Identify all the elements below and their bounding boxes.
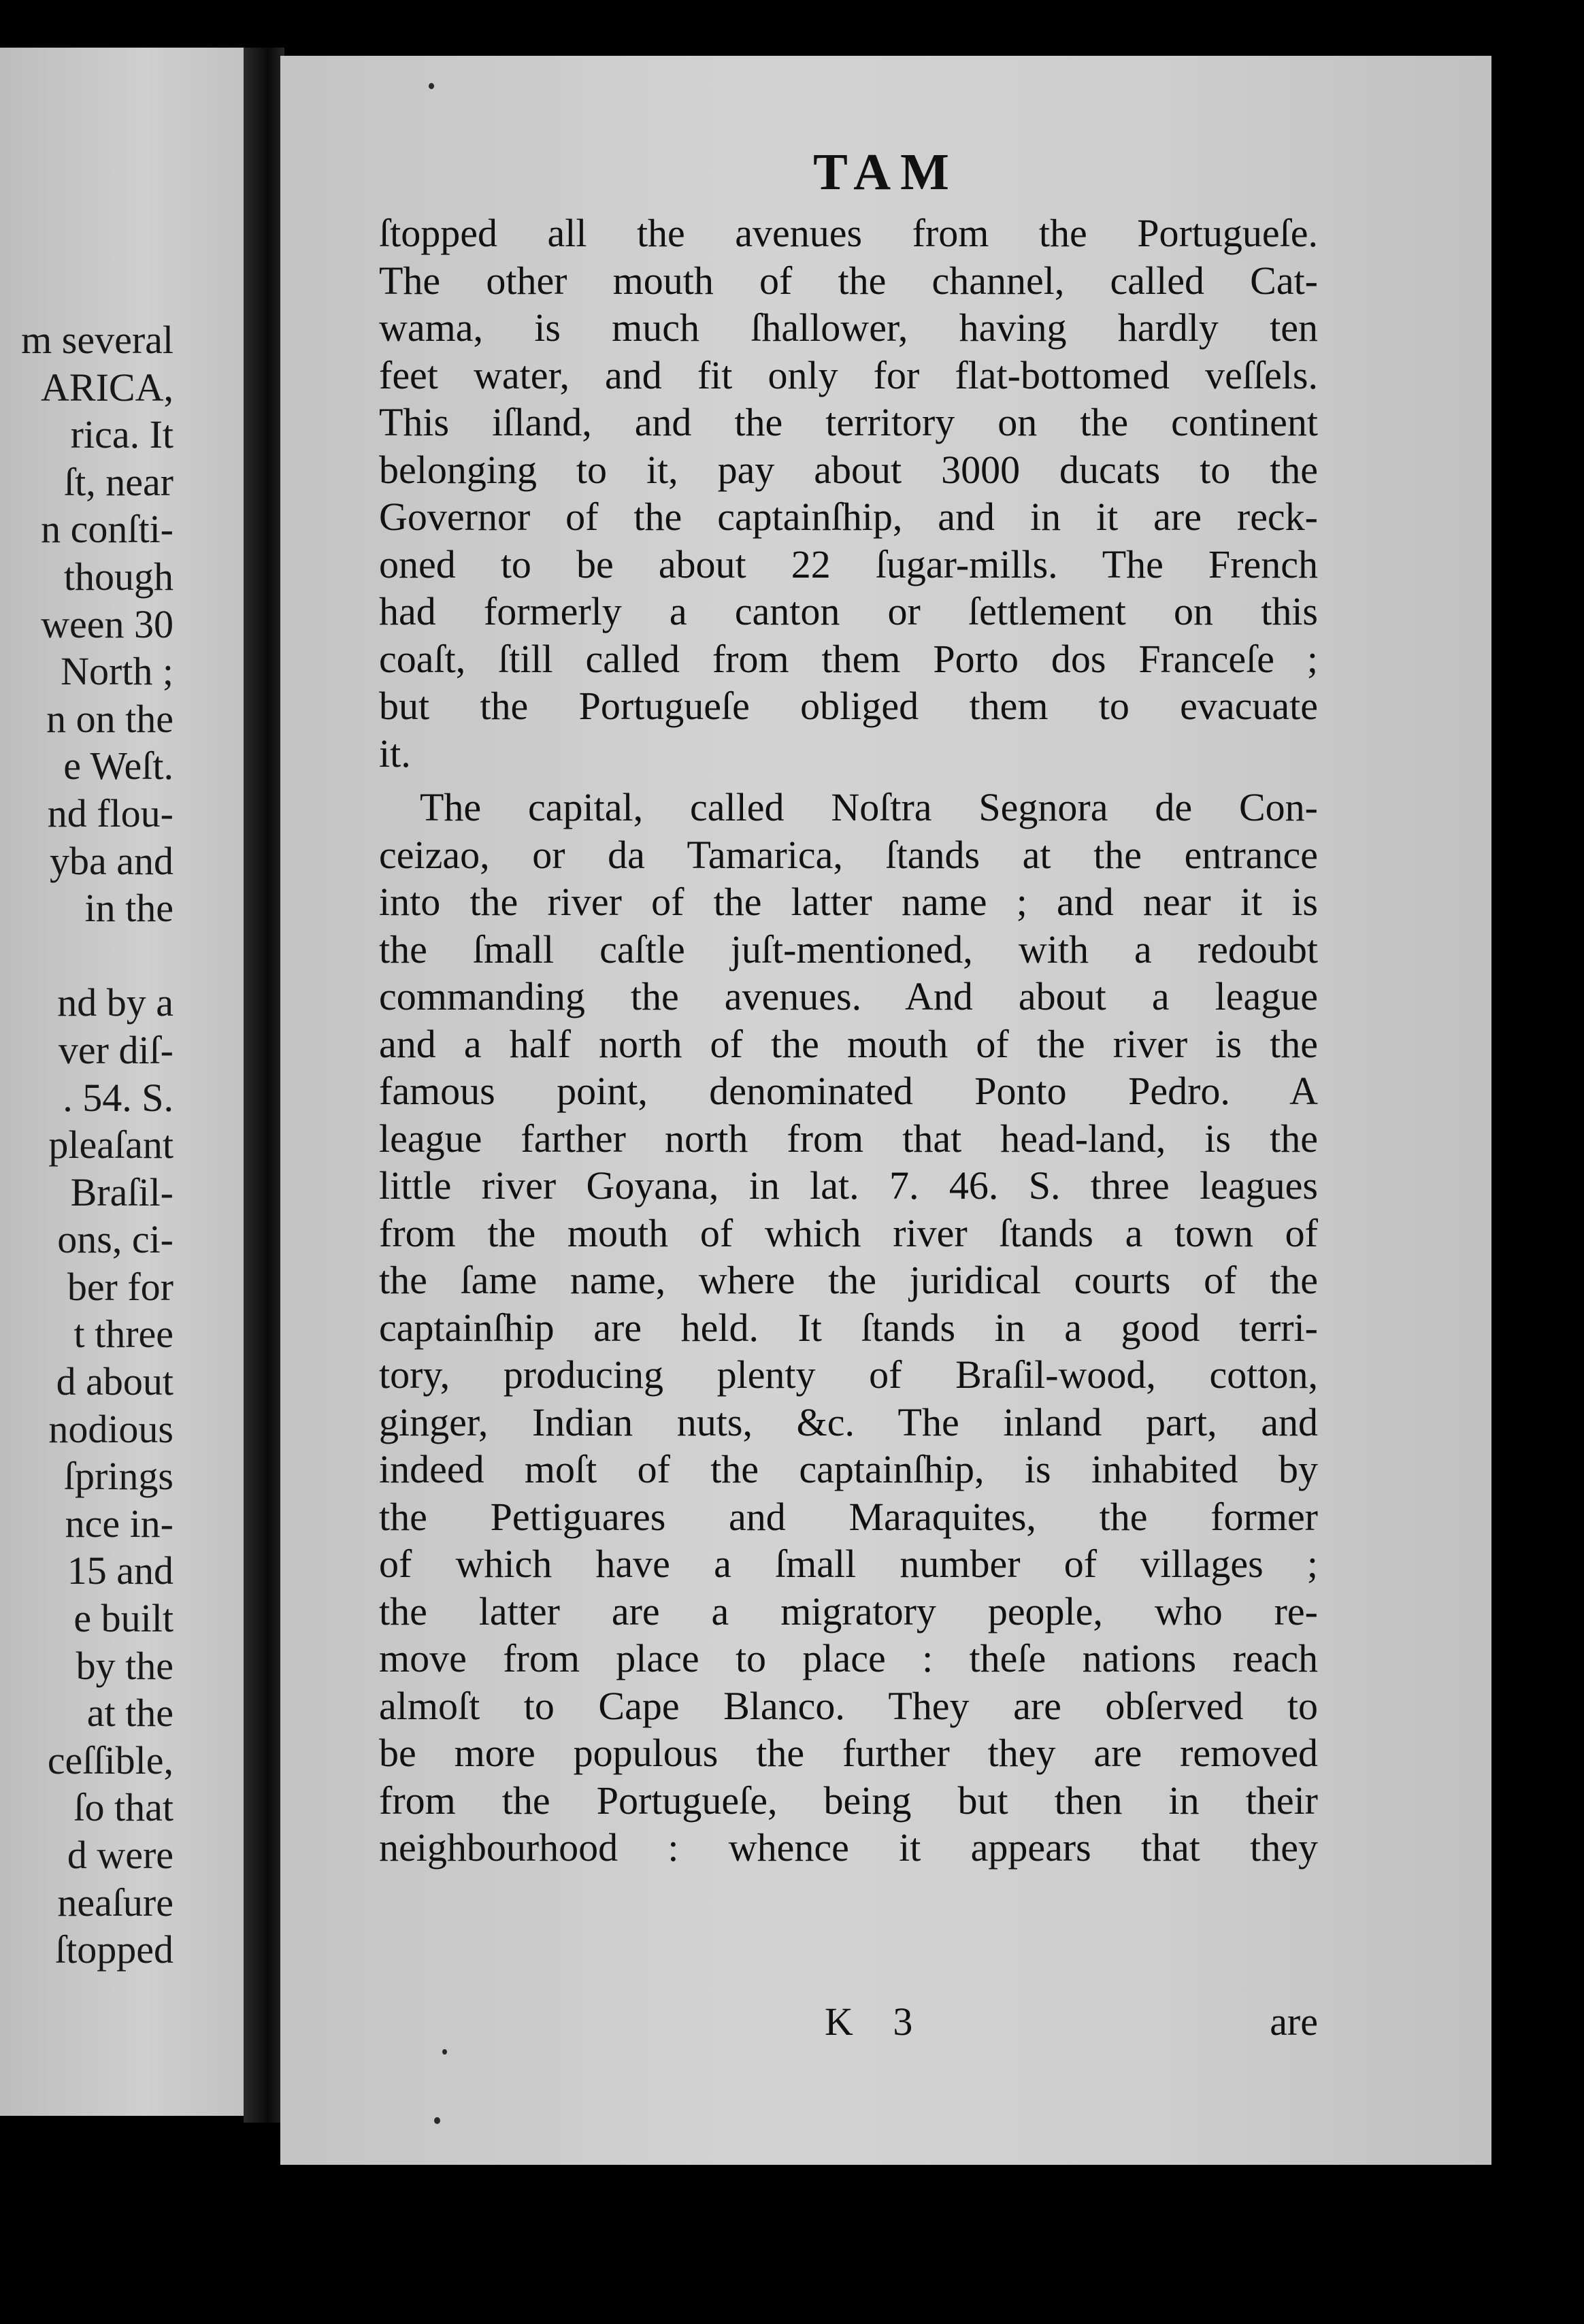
left-page-line: ber for xyxy=(67,1264,174,1309)
right-page xyxy=(280,56,1491,2165)
text-line: the Pettiguares and Maraquites, the former xyxy=(379,1494,1318,1539)
left-page-line: North ; xyxy=(61,649,174,694)
left-page-line: ver diſ- xyxy=(58,1027,174,1072)
left-page-line: e Weſt. xyxy=(63,744,174,788)
left-page-line: nd flou- xyxy=(47,791,174,835)
left-page-line: yba and xyxy=(50,838,174,883)
ink-speck xyxy=(429,83,434,89)
left-page-line xyxy=(0,932,174,980)
left-page-line: neaſure xyxy=(57,1880,174,1925)
text-line: oned to be about 22 ſugar-mills. The French xyxy=(379,542,1318,586)
text-line: of which have a ſmall number of villages ; xyxy=(379,1542,1318,1586)
ink-speck xyxy=(434,2117,440,2124)
text-line: little river Goyana, in lat. 7. 46. S. three leagues xyxy=(379,1163,1318,1208)
book-gutter xyxy=(244,48,284,2123)
left-page-line: by the xyxy=(76,1643,174,1688)
text-line: ginger, Indian nuts, &c. The inland part, and xyxy=(379,1399,1318,1444)
left-page-line: in the xyxy=(84,886,174,931)
text-line: league farther north from that head-land, is the xyxy=(379,1116,1318,1161)
text-line: and a half north of the mouth of the river is the xyxy=(379,1021,1318,1066)
page-footer xyxy=(379,1999,1318,2046)
text-line: the latter are a migratory people, who re- xyxy=(379,1589,1318,1633)
left-page-line: ſprings xyxy=(63,1454,174,1499)
text-line: The capital, called Noſtra Segnora de Con- xyxy=(420,785,1318,829)
paragraph-1 xyxy=(379,210,1318,777)
text-line: indeed moſt of the captainſhip, is inhabited by xyxy=(379,1447,1318,1491)
text-line: the ſmall caſtle juſt-mentioned, with a redoubt xyxy=(379,927,1318,972)
text-line: the ſame name, where the juridical courts of the xyxy=(379,1258,1318,1302)
text-line: it. xyxy=(379,731,411,776)
text-line: wama, is much ſhallower, having hardly ten xyxy=(379,305,1318,350)
running-title: TAM xyxy=(813,144,959,201)
left-page-line: t three xyxy=(73,1312,174,1357)
text-line: The other mouth of the channel, called Cat- xyxy=(379,258,1318,303)
left-page-line: nodious xyxy=(48,1406,174,1451)
text-line: ſtopped all the avenues from the Portugueſe. xyxy=(379,211,1318,255)
text-line: feet water, and fit only for flat-bottomed veſſels. xyxy=(379,352,1318,397)
left-page-line: at the xyxy=(86,1691,174,1736)
text-line: Governor of the captainſhip, and in it are reck- xyxy=(379,495,1318,539)
text-line: from the mouth of which river ſtands a town of xyxy=(379,1210,1318,1255)
left-page-line: d were xyxy=(67,1833,174,1877)
signature-mark: K 3 xyxy=(825,1999,928,2044)
left-page-line: nd by a xyxy=(57,980,174,1025)
text-line: This iſland, and the territory on the continent xyxy=(379,400,1318,444)
left-page-line: ſo that xyxy=(73,1785,174,1830)
left-page-line: pleaſant xyxy=(48,1123,174,1167)
left-page-line: ons, ci- xyxy=(57,1217,174,1262)
text-line: neighbourhood : whence it appears that they xyxy=(379,1825,1318,1870)
left-page-line: e built xyxy=(73,1596,174,1641)
text-line: coaſt, ſtill called from them Porto dos Franceſe ; xyxy=(379,636,1318,681)
text-line: captainſhip are held. It ſtands in a good terri- xyxy=(379,1305,1318,1350)
left-page-line: m several xyxy=(21,318,174,362)
text-line: commanding the avenues. And about a league xyxy=(379,974,1318,1018)
text-line: almoſt to Cape Blanco. They are obſerved to xyxy=(379,1683,1318,1728)
text-line: belonging to it, pay about 3000 ducats to the xyxy=(379,447,1318,492)
left-page-line: Braſil- xyxy=(70,1169,174,1214)
paragraph-2 xyxy=(379,784,1318,1872)
left-page-line: d about xyxy=(56,1359,174,1404)
left-page-line: ſtopped xyxy=(55,1927,174,1972)
text-line: from the Portugueſe, being but then in their xyxy=(379,1778,1318,1823)
main-text xyxy=(379,210,1318,1872)
left-page-line: n conſti- xyxy=(41,507,174,552)
text-line: into the river of the latter name ; and near it is xyxy=(379,880,1318,924)
text-line: had formerly a canton or ſettlement on this xyxy=(379,589,1318,633)
text-line: famous point, denominated Ponto Pedro. A xyxy=(379,1069,1318,1113)
text-line: tory, producing plenty of Braſil-wood, cotton, xyxy=(379,1352,1318,1397)
left-page-line: rica. It xyxy=(70,412,174,457)
catchword: are xyxy=(1270,1999,1318,2044)
left-page-line: n on the xyxy=(46,696,174,741)
left-page-text xyxy=(0,316,174,1974)
left-page-line: . 54. S. xyxy=(63,1075,174,1120)
left-page-line: ſt, near xyxy=(63,459,174,504)
left-page-line: ceſſible, xyxy=(47,1738,174,1782)
text-line: ceizao, or da Tamarica, ſtands at the entrance xyxy=(379,832,1318,877)
left-page-line: nce in- xyxy=(65,1501,174,1546)
left-page xyxy=(0,48,244,2116)
left-page-line: ARICA, xyxy=(41,365,174,410)
text-line: be more populous the further they are removed xyxy=(379,1731,1318,1775)
text-line: move from place to place : theſe nations reach xyxy=(379,1636,1318,1680)
left-page-line: ween 30 xyxy=(41,601,174,646)
ink-speck xyxy=(442,2049,447,2055)
left-page-line: 15 and xyxy=(67,1548,174,1593)
text-line: but the Portugueſe obliged them to evacuate xyxy=(379,684,1318,728)
left-page-line: though xyxy=(63,554,174,599)
